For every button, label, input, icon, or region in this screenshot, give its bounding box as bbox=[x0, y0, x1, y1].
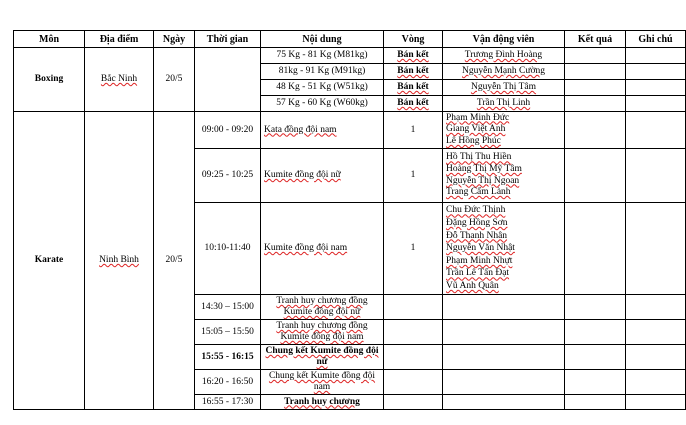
note-cell bbox=[626, 80, 686, 96]
content-text: Tranh huy chương bbox=[284, 396, 360, 407]
result-cell bbox=[565, 149, 626, 203]
result-cell bbox=[565, 320, 626, 345]
note-cell bbox=[626, 64, 686, 80]
karate-athletes-cell bbox=[443, 370, 565, 395]
athlete-name: Đặng Hồng Sơn bbox=[446, 218, 508, 229]
karate-athletes-cell bbox=[443, 203, 565, 295]
boxing-round-cell bbox=[384, 64, 443, 80]
athlete-name: Chu Đức Thịnh bbox=[446, 205, 506, 216]
athlete-name: Vũ Anh Quân bbox=[446, 280, 499, 291]
karate-sport-cell: Karate bbox=[14, 112, 85, 410]
result-cell bbox=[565, 295, 626, 320]
note-cell bbox=[626, 149, 686, 203]
karate-athletes-cell bbox=[443, 320, 565, 345]
karate-time-cell: 15:05 – 15:50 bbox=[195, 320, 261, 345]
note-cell bbox=[626, 345, 686, 370]
karate-content-cell bbox=[261, 395, 384, 410]
karate-athletes-cell bbox=[443, 345, 565, 370]
table-row bbox=[14, 48, 686, 64]
content-text: Chung kết Kumite đồng đội nam bbox=[268, 371, 376, 392]
karate-content-cell bbox=[261, 112, 384, 149]
result-cell bbox=[565, 203, 626, 295]
note-cell bbox=[626, 395, 686, 410]
header-sport: Môn bbox=[14, 31, 85, 48]
content-text: Tranh huy chương đồng Kumite đồng đội nữ bbox=[276, 296, 368, 317]
boxing-round-cell bbox=[384, 80, 443, 96]
content-text: Kumite đồng đội nam bbox=[264, 243, 348, 253]
note-cell bbox=[626, 203, 686, 295]
athlete-name: Trần Thị Linh bbox=[476, 98, 531, 108]
boxing-round-cell bbox=[384, 48, 443, 64]
content-text: Chung kết Kumite đồng đội nữ bbox=[265, 346, 379, 367]
karate-time-cell: 14:30 – 15:00 bbox=[195, 295, 261, 320]
athlete-name: Nguyễn Văn Nhật bbox=[446, 243, 515, 254]
header-result: Kết quả bbox=[565, 31, 626, 48]
boxing-content-cell: 57 Kg - 60 Kg (W60kg) bbox=[261, 96, 384, 112]
header-row bbox=[14, 31, 686, 48]
boxing-athlete-cell bbox=[443, 48, 565, 64]
content-text: Kata đồng đội nam bbox=[264, 124, 337, 135]
note-cell bbox=[626, 320, 686, 345]
athlete-name: Phạm Minh Đức bbox=[446, 112, 510, 123]
athlete-name: Lê Hồng Phúc bbox=[446, 135, 501, 146]
boxing-venue: Bắc Ninh bbox=[100, 74, 138, 84]
round-text: Bán kết bbox=[397, 50, 429, 60]
result-cell bbox=[565, 80, 626, 96]
round-text: Bán kết bbox=[397, 66, 429, 76]
header-athletes: Vận động viên bbox=[443, 31, 565, 48]
header-content: Nội dung bbox=[261, 31, 384, 48]
athlete-name: Trương Đình Hoàng bbox=[464, 50, 543, 60]
boxing-athlete-cell bbox=[443, 96, 565, 112]
boxing-content-cell: 48 Kg - 51 Kg (W51kg) bbox=[261, 80, 384, 96]
athlete-name: Phạm Minh Nhựt bbox=[446, 255, 513, 266]
boxing-content-cell: 75 Kg - 81 Kg (M81kg) bbox=[261, 48, 384, 64]
round-text: Bán kết bbox=[397, 82, 429, 92]
karate-round-cell bbox=[384, 295, 443, 320]
note-cell bbox=[626, 96, 686, 112]
karate-time-cell: 10:10-11:40 bbox=[195, 203, 261, 295]
karate-date-cell: 20/5 bbox=[154, 112, 195, 410]
karate-time-cell: 16:55 - 17:30 bbox=[195, 395, 261, 410]
note-cell bbox=[626, 48, 686, 64]
karate-content-cell bbox=[261, 295, 384, 320]
result-cell bbox=[565, 345, 626, 370]
header-time: Thời gian bbox=[195, 31, 261, 48]
karate-athletes-cell bbox=[443, 295, 565, 320]
karate-round-cell bbox=[384, 320, 443, 345]
athlete-name: Trần Lê Tấn Đạt bbox=[446, 268, 510, 279]
boxing-time-cell bbox=[195, 48, 261, 112]
boxing-content-cell: 81kg - 91 Kg (M91kg) bbox=[261, 64, 384, 80]
karate-time-cell: 16:20 - 16:50 bbox=[195, 370, 261, 395]
karate-content-cell bbox=[261, 320, 384, 345]
karate-venue: Ninh Bình bbox=[99, 255, 139, 265]
result-cell bbox=[565, 395, 626, 410]
karate-athletes-cell bbox=[443, 112, 565, 149]
round-text: Bán kết bbox=[397, 98, 429, 108]
result-cell bbox=[565, 370, 626, 395]
athlete-name: Nguyễn Thị Tâm bbox=[470, 82, 537, 92]
header-note: Ghi chú bbox=[626, 31, 686, 48]
karate-content-cell bbox=[261, 370, 384, 395]
result-cell bbox=[565, 48, 626, 64]
athlete-name: Đỗ Thanh Nhân bbox=[446, 230, 508, 241]
schedule-table bbox=[13, 30, 686, 410]
boxing-athlete-cell bbox=[443, 80, 565, 96]
boxing-venue-cell bbox=[85, 48, 154, 112]
karate-time-cell: 09:25 - 10:25 bbox=[195, 149, 261, 203]
note-cell bbox=[626, 370, 686, 395]
karate-content-cell bbox=[261, 203, 384, 295]
karate-athletes-cell bbox=[443, 395, 565, 410]
schedule-document bbox=[13, 30, 686, 410]
note-cell bbox=[626, 112, 686, 149]
boxing-sport-cell: Boxing bbox=[14, 48, 85, 112]
result-cell bbox=[565, 112, 626, 149]
karate-time-cell: 09:00 - 09:20 bbox=[195, 112, 261, 149]
content-text: Kumite đồng đội nữ bbox=[264, 170, 341, 180]
result-cell bbox=[565, 96, 626, 112]
note-cell bbox=[626, 295, 686, 320]
header-date: Ngày bbox=[154, 31, 195, 48]
header-round: Vòng bbox=[384, 31, 443, 48]
boxing-date-cell: 20/5 bbox=[154, 48, 195, 112]
athlete-name: Hồ Thị Thu Hiền bbox=[446, 152, 512, 163]
athlete-name: Nguyễn Mạnh Cường bbox=[462, 66, 545, 76]
karate-content-cell bbox=[261, 345, 384, 370]
result-cell bbox=[565, 64, 626, 80]
karate-round-cell: 1 bbox=[384, 149, 443, 203]
karate-time-cell: 15:55 - 16:15 bbox=[195, 345, 261, 370]
karate-venue-cell bbox=[85, 112, 154, 410]
content-text: Tranh huy chương đồng Kumite đồng đội nam bbox=[276, 321, 368, 342]
boxing-athlete-cell bbox=[443, 64, 565, 80]
karate-round-cell bbox=[384, 345, 443, 370]
karate-athletes-cell bbox=[443, 149, 565, 203]
table-row bbox=[14, 112, 686, 149]
karate-content-cell bbox=[261, 149, 384, 203]
boxing-round-cell bbox=[384, 96, 443, 112]
athlete-name: Hoàng Thị Mỹ Tâm bbox=[446, 163, 522, 174]
athlete-name: Trang Cẩm Lành bbox=[446, 187, 511, 198]
karate-round-cell: 1 bbox=[384, 203, 443, 295]
karate-round-cell bbox=[384, 395, 443, 410]
karate-round-cell: 1 bbox=[384, 112, 443, 149]
karate-round-cell bbox=[384, 370, 443, 395]
athlete-name: Nguyễn Thị Ngoan bbox=[446, 175, 520, 186]
athlete-name: Giang Việt Anh bbox=[446, 124, 506, 135]
header-venue: Địa điểm bbox=[85, 31, 154, 48]
